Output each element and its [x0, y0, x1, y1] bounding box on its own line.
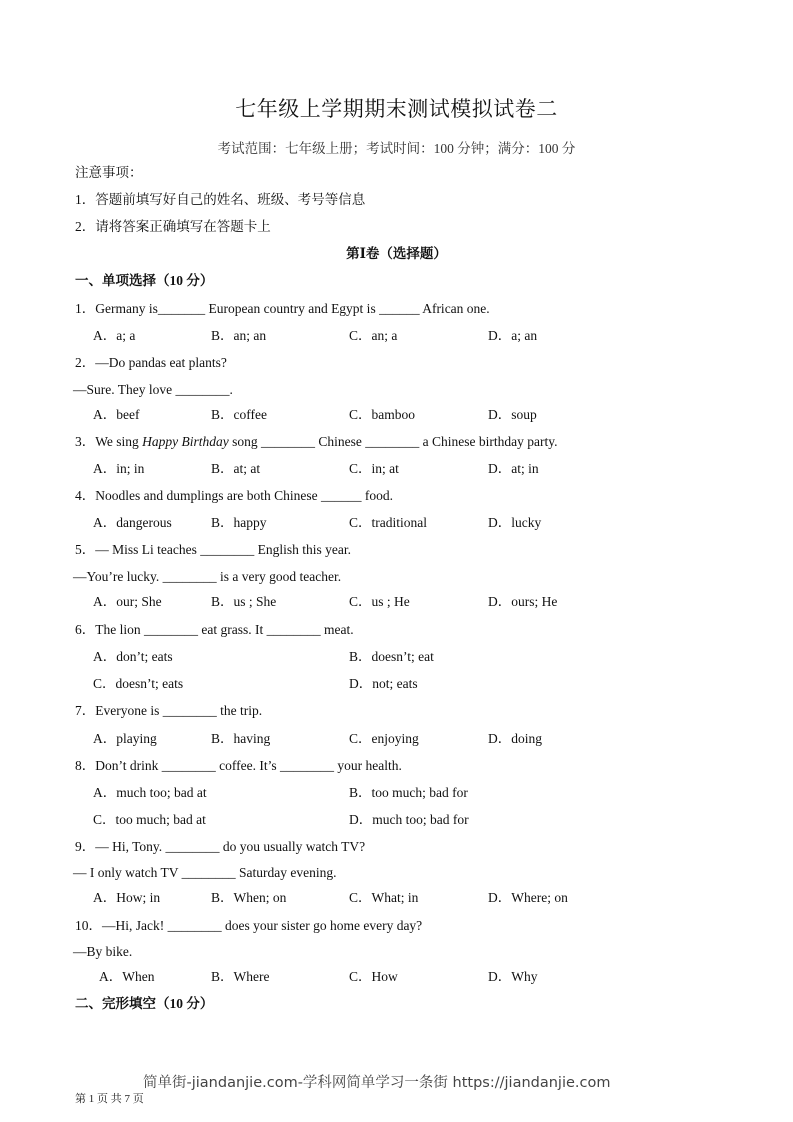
note-item: 2．请将答案正确填写在答题卡上 — [75, 219, 271, 234]
option: B．happy — [211, 515, 267, 530]
exam-info: 考试范围：七年级上册；考试时间：100 分钟；满分：100 分 — [217, 141, 576, 156]
option: C．traditional — [349, 515, 427, 530]
option: A．When — [99, 969, 155, 984]
option: D．much too; bad for — [349, 812, 469, 827]
note-item: 1．答题前填写好自己的姓名、班级、考号等信息 — [75, 192, 366, 207]
question-stem: 4．Noodles and dumplings are both Chinese ______ food. — [75, 488, 393, 503]
question-stem: 1．Germany is_______ European country and Egypt is ______ African one. — [75, 301, 490, 316]
option: B．Where — [211, 969, 270, 984]
question-stem: 5．— Miss Li teaches ________ English this year. — [75, 542, 351, 557]
question-stem: —Sure. They love ________. — [73, 382, 233, 397]
option: C．What; in — [349, 890, 419, 905]
question-stem: 8．Don’t drink ________ coffee. It’s ________ your health. — [75, 758, 402, 773]
question-stem: 7．Everyone is ________ the trip. — [75, 703, 263, 718]
option: D．Where; on — [488, 890, 568, 905]
option: A．dangerous — [93, 515, 172, 530]
question-stem — [75, 434, 558, 450]
option: B．us ; She — [211, 594, 277, 609]
option: D．lucky — [488, 515, 542, 530]
stem-text: song ________ Chinese ________ a Chinese birthday party. — [228, 434, 558, 449]
option: B．When; on — [211, 890, 287, 905]
question-stem: 9．— Hi, Tony. ________ do you usually watch TV? — [75, 839, 366, 854]
option: A．our; She — [93, 594, 162, 609]
option: D．not; eats — [349, 676, 418, 691]
option: A．beef — [93, 407, 140, 422]
volume-heading: 第Ⅰ卷（选择题） — [346, 246, 447, 261]
option: B．having — [211, 731, 271, 746]
option: A．How; in — [93, 890, 161, 905]
option: B．doesn’t; eat — [349, 649, 434, 664]
option: B．coffee — [211, 407, 267, 422]
option: A．in; in — [93, 461, 145, 476]
question-stem: 2．—Do pandas eat plants? — [75, 355, 227, 370]
option: D．ours; He — [488, 594, 558, 609]
option: A．much too; bad at — [93, 785, 207, 800]
page-title: 七年级上学期期末测试模拟试卷二 — [235, 97, 558, 121]
section-heading: 二、完形填空（10 分） — [75, 996, 214, 1011]
option: C．too much; bad at — [93, 812, 206, 827]
option: C．in; at — [349, 461, 399, 476]
option: C．doesn’t; eats — [93, 676, 184, 691]
page-number: 第 1 页 共 7 页 — [75, 1093, 144, 1105]
notes-heading: 注意事项： — [75, 165, 143, 180]
option: D．doing — [488, 731, 542, 746]
song-title: Happy Birthday — [142, 434, 229, 449]
question-stem: — I only watch TV ________ Saturday evening. — [73, 865, 337, 880]
option: D．soup — [488, 407, 537, 422]
option: A．don’t; eats — [93, 649, 173, 664]
question-stem: 10．—Hi, Jack! ________ does your sister go home every day? — [75, 918, 423, 933]
option: D．a; an — [488, 328, 538, 343]
question-stem: 6．The lion ________ eat grass. It ________ meat. — [75, 622, 354, 637]
option: C．How — [349, 969, 398, 984]
section-heading: 一、单项选择（10 分） — [75, 273, 214, 288]
option: D．Why — [488, 969, 538, 984]
option: D．at; in — [488, 461, 539, 476]
option: C．an; a — [349, 328, 398, 343]
option: B．too much; bad for — [349, 785, 468, 800]
question-stem: —By bike. — [73, 944, 133, 959]
question-stem: —You’re lucky. ________ is a very good teacher. — [73, 569, 342, 584]
option: A．playing — [93, 731, 157, 746]
option: C．bamboo — [349, 407, 415, 422]
option: C．us ; He — [349, 594, 410, 609]
stem-text: 3．We sing — [75, 434, 143, 449]
watermark: 简单街-jiandanjie.com-学科网简单学习一条街 https://jiandanjie.com — [143, 1075, 611, 1091]
option: B．an; an — [211, 328, 267, 343]
option: A．a; a — [93, 328, 136, 343]
option: C．enjoying — [349, 731, 419, 746]
option: B．at; at — [211, 461, 261, 476]
